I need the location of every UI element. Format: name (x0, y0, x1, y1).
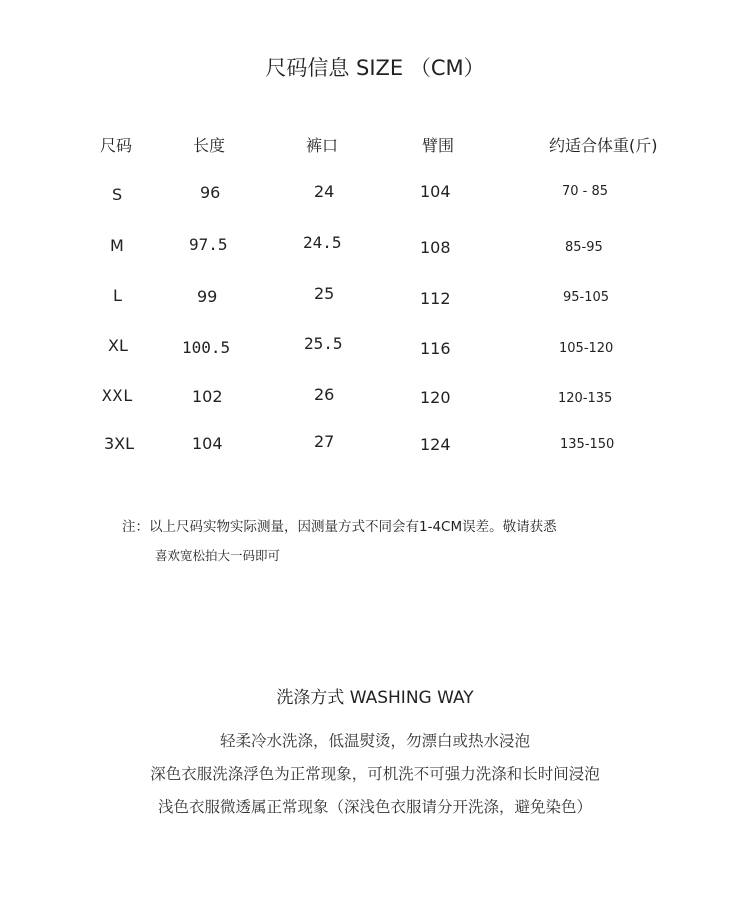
washing-instruction: 轻柔冷水洗涤，低温熨烫，勿漂白或热水浸泡 (219, 732, 530, 750)
cell-length: 99 (197, 287, 218, 306)
cell-leg-opening: 25.5 (304, 334, 343, 353)
cell-length: 104 (192, 434, 223, 453)
measurement-note: 注：以上尺码实物实际测量，因测量方式不同会有1-4CM误差。敬请获悉 (122, 519, 557, 535)
cell-size: S (112, 185, 123, 204)
cell-size: XXL (102, 386, 134, 405)
cell-size: XL (108, 336, 128, 355)
cell-leg-opening: 27 (314, 432, 335, 451)
cell-leg-opening: 24.5 (303, 233, 342, 252)
cell-leg-opening: 25 (314, 284, 335, 303)
column-header-weight: 约适合体重(斤) (549, 136, 658, 155)
cell-length: 96 (200, 183, 221, 202)
column-header-length: 长度 (193, 136, 226, 155)
cell-leg-opening: 26 (314, 385, 335, 404)
cell-leg-opening: 24 (314, 182, 335, 201)
cell-weight: 85-95 (565, 240, 603, 255)
cell-length: 97.5 (189, 235, 228, 254)
fit-advice-note: 喜欢宽松拍大一码即可 (155, 548, 281, 563)
cell-weight: 135-150 (560, 437, 615, 452)
cell-arm-circumference: 112 (420, 289, 451, 308)
washing-instruction: 浅色衣服微透属正常现象（深浅色衣服请分开洗涤，避免染色） (157, 798, 592, 816)
cell-weight: 120-135 (558, 391, 613, 406)
column-header-size: 尺码 (100, 136, 133, 155)
cell-length: 102 (192, 387, 223, 406)
page-title: 尺码信息 SIZE （CM） (265, 56, 485, 80)
washing-instruction: 深色衣服洗涤浮色为正常现象，可机洗不可强力洗涤和长时间浸泡 (150, 765, 600, 783)
cell-arm-circumference: 120 (420, 388, 451, 407)
cell-weight: 95-105 (563, 290, 610, 305)
cell-weight: 70 - 85 (562, 184, 609, 199)
cell-arm-circumference: 124 (420, 435, 451, 454)
cell-arm-circumference: 108 (420, 238, 451, 257)
column-header-arm-circumference: 臂围 (422, 136, 455, 155)
cell-size: M (110, 236, 124, 255)
cell-size: 3XL (104, 434, 135, 453)
washing-title: 洗涤方式 WASHING WAY (276, 688, 474, 708)
cell-length: 100.5 (182, 338, 231, 357)
cell-arm-circumference: 116 (420, 339, 451, 358)
cell-arm-circumference: 104 (420, 182, 451, 201)
column-header-leg-opening: 裤口 (306, 136, 339, 155)
cell-weight: 105-120 (559, 341, 614, 356)
cell-size: L (113, 286, 122, 305)
